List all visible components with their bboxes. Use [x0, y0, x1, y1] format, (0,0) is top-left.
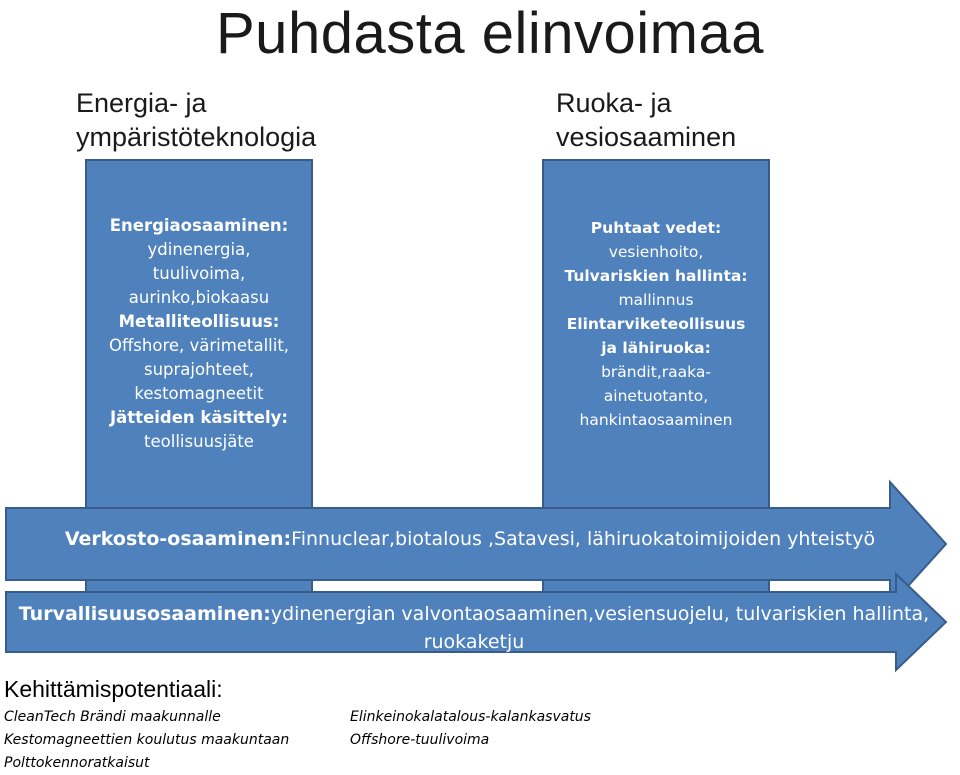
list-item: Polttokennoratkaisut [4, 755, 150, 771]
left-line: Metalliteollisuus: [118, 312, 280, 331]
list-item: Kestomagneettien koulutus maakuntaan [4, 732, 290, 748]
right-column-heading [556, 86, 736, 154]
right-line: vesienhoito, [608, 243, 704, 261]
network-arrow-text [20, 524, 920, 554]
left-column-heading [76, 86, 316, 154]
right-line: brändit,raaka- [601, 363, 711, 381]
right-line: ainetuotanto, [603, 387, 709, 405]
left-line: tuulivoima, [152, 264, 246, 283]
list-item: CleanTech Brändi maakunnalle [4, 709, 221, 725]
left-line: teollisuusjäte [144, 432, 254, 451]
safety-label: Turvallisuusosaaminen: [18, 603, 271, 625]
left-line: Offshore, värimetallit, [108, 336, 290, 355]
right-column-text [543, 216, 769, 432]
right-line: ja lähiruoka: [601, 339, 711, 357]
right-line: Tulvariskien hallinta: [564, 267, 748, 285]
left-line: Energiaosaaminen: [109, 216, 289, 235]
list-item: Offshore-tuulivoima [350, 732, 490, 748]
page-title: Puhdasta elinvoimaa [216, 1, 764, 66]
network-label: Verkosto-osaaminen: [64, 528, 292, 550]
left-heading-line2: ympäristöteknologia [76, 122, 317, 152]
right-line: Puhtaat vedet: [590, 219, 722, 237]
development-right-list [350, 706, 591, 752]
right-line: hankintaosaaminen [579, 411, 733, 429]
left-line: kestomagneetit [134, 384, 264, 403]
safety-arrow-text [14, 600, 934, 656]
right-heading-line1: Ruoka- ja [556, 88, 672, 118]
left-heading-line1: Energia- ja [76, 88, 207, 118]
left-line: suprajohteet, [143, 360, 255, 379]
right-line: Elintarviketeollisuus [566, 315, 746, 333]
list-item: Elinkeinokalatalous-kalankasvatus [350, 709, 591, 725]
left-line: ydinenergia, [147, 240, 251, 259]
left-line: Jätteiden käsittely: [110, 408, 288, 427]
left-column-text [86, 214, 312, 454]
right-line: mallinnus [618, 291, 694, 309]
safety-content: ydinenergian valvontaosaaminen,vesiensuojelu, tulvariskien hallinta, ruokaketju [270, 603, 930, 653]
network-content: Finnuclear,biotalous ,Satavesi, lähiruokatoimijoiden yhteistyö [291, 528, 876, 550]
right-heading-line2: vesiosaaminen [556, 122, 737, 152]
development-left-list [4, 706, 289, 775]
left-line: aurinko,biokaasu [128, 288, 270, 307]
development-title: Kehittämispotentiaali: [4, 676, 223, 702]
